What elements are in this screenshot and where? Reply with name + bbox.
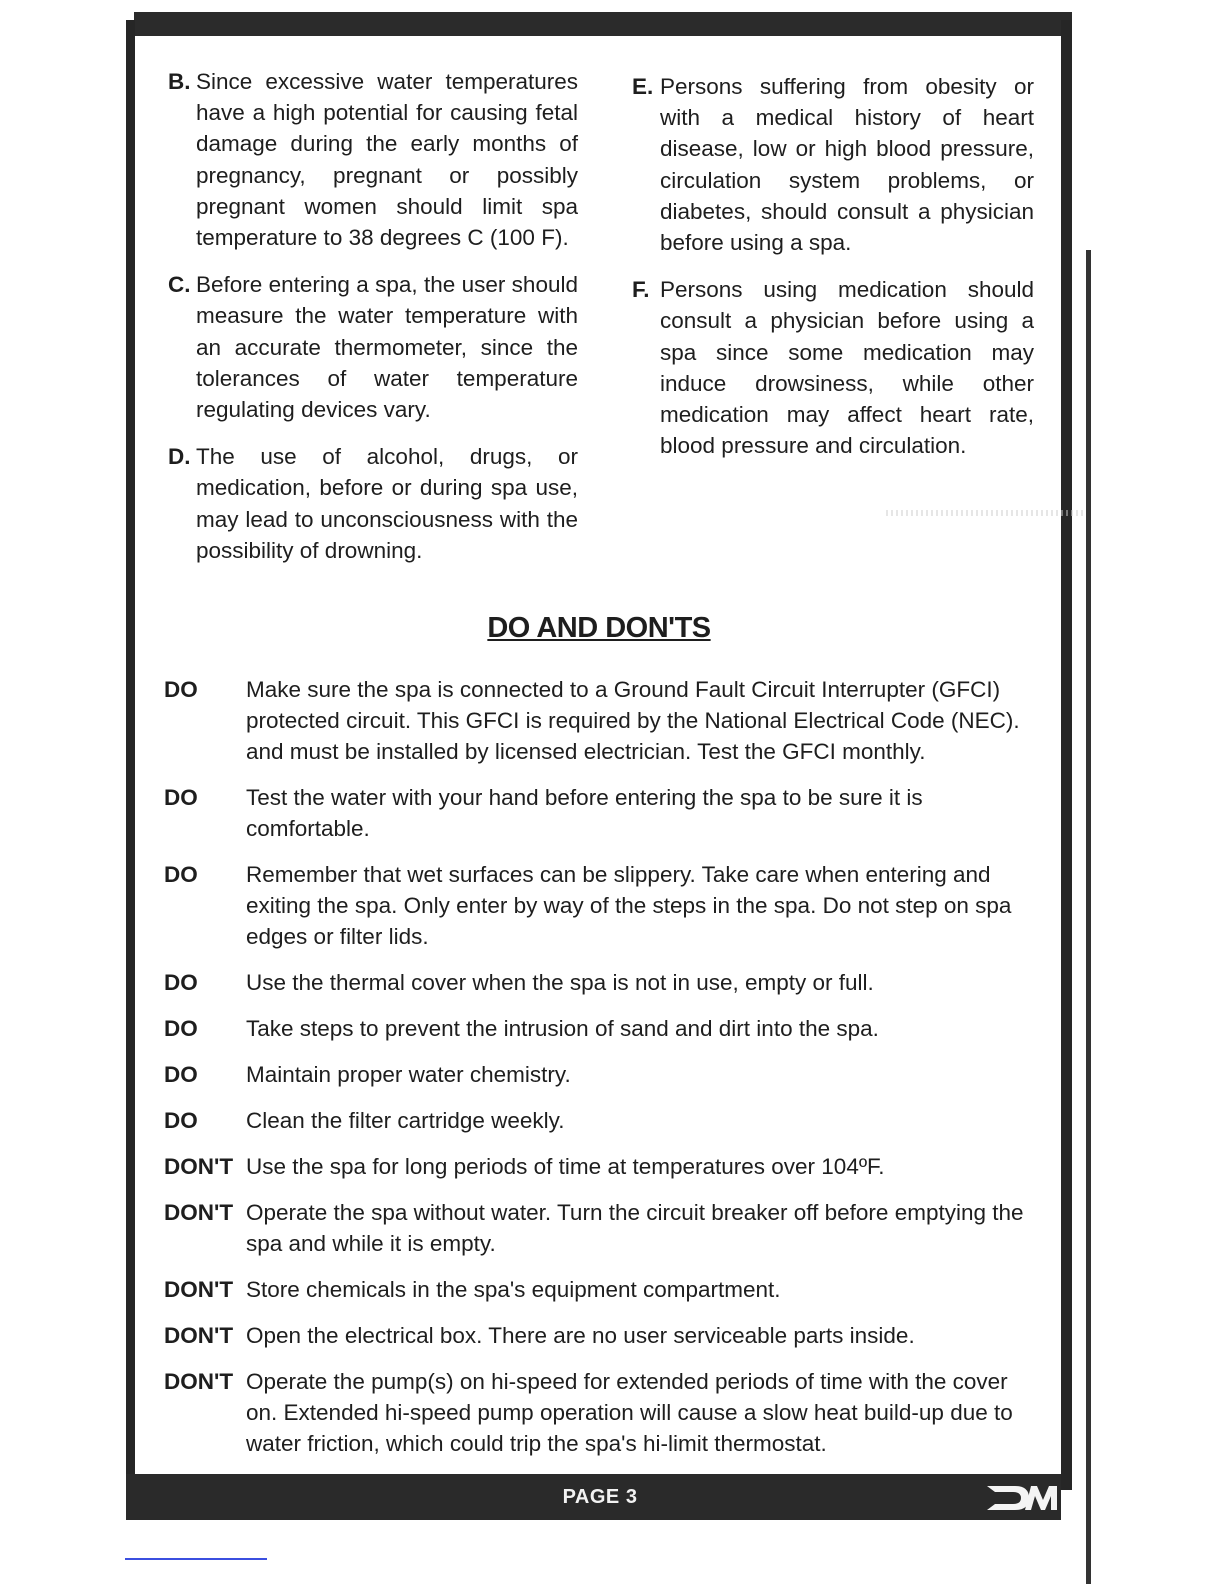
dm-logo-icon [985, 1480, 1059, 1516]
top-border-bar [134, 12, 1072, 36]
rule-keyword: DON'T [164, 1154, 234, 1179]
list-item [168, 269, 578, 425]
rule-keyword: DO [164, 677, 198, 702]
item-text: Persons suffering from obesity or with a medical history of heart disease, low or high blood pressure, circulation system problems, or diabetes, should consult a physician before using a spa. [660, 74, 1034, 256]
rule-text: Maintain proper water chemistry. [246, 1062, 571, 1087]
list-item [632, 274, 1034, 461]
do-dont-list [164, 674, 1034, 1474]
rule-text: Open the electrical box. There are no user serviceable parts inside. [246, 1323, 915, 1348]
scan-artifact [886, 510, 1086, 516]
item-text: Since excessive water temperatures have a high potential for causing fetal damage during the early months of pregnancy, pregnant or possibly pregnant women should limit spa temperature to 38 degrees C (100 F). [196, 69, 578, 251]
left-border [126, 20, 135, 1520]
rule-row [164, 1366, 1034, 1459]
rule-keyword: DON'T [164, 1323, 234, 1348]
rule-text: Store chemicals in the spa's equipment compartment. [246, 1277, 781, 1302]
rule-row [164, 967, 1034, 998]
rule-row [164, 674, 1034, 767]
item-letter: F. [632, 277, 650, 303]
rule-row [164, 1013, 1034, 1044]
rule-text: Operate the spa without water. Turn the circuit breaker off before emptying the spa and while it is empty. [246, 1200, 1024, 1256]
page-number: PAGE 3 [562, 1486, 638, 1508]
item-letter: D. [168, 444, 191, 470]
list-item [632, 71, 1034, 258]
rule-row [164, 1320, 1034, 1351]
list-item [168, 441, 578, 566]
rule-text: Use the spa for long periods of time at temperatures over 104ºF. [246, 1154, 885, 1179]
rule-row [164, 859, 1034, 952]
rule-text: Make sure the spa is connected to a Ground Fault Circuit Interrupter (GFCI) protected circuit. This GFCI is required by the National Electrical Code (NEC). and must be installed by licensed electrician. Test the GFCI monthly. [246, 677, 1020, 764]
rule-keyword: DON'T [164, 1369, 234, 1394]
section-heading: DO AND DON'TS [487, 612, 711, 644]
item-text: Before entering a spa, the user should measure the water temperature with an accurate thermometer, since the tolerances of water temperature regulating devices vary. [196, 272, 578, 423]
rule-text: Operate the pump(s) on hi-speed for extended periods of time with the cover on. Extended hi-speed pump operation will cause a slow heat build-up due to water friction, which could trip the spa's hi-limit thermostat. [246, 1369, 1013, 1456]
rule-keyword: DON'T [164, 1277, 234, 1302]
rule-text: Take steps to prevent the intrusion of sand and dirt into the spa. [246, 1016, 879, 1041]
left-column [168, 66, 578, 582]
rule-keyword: DO [164, 1108, 198, 1133]
item-text: The use of alcohol, drugs, or medication, before or during spa use, may lead to unconsciousness with the possibility of drowning. [196, 444, 578, 563]
item-letter: B. [168, 69, 191, 94]
list-item [168, 66, 578, 253]
rule-text: Test the water with your hand before entering the spa to be sure it is comfortable. [246, 785, 923, 841]
rule-row [164, 1059, 1034, 1090]
item-letter: C. [168, 272, 191, 298]
rule-row [164, 1197, 1034, 1259]
rule-text: Clean the filter cartridge weekly. [246, 1108, 565, 1133]
rule-keyword: DO [164, 1062, 198, 1087]
rule-row [164, 1151, 1034, 1182]
right-column [632, 71, 1034, 477]
rule-text: Remember that wet surfaces can be slippery. Take care when entering and exiting the spa. Only enter by way of the steps in the spa. Do not step on spa edges or filter lids. [246, 862, 1012, 949]
scan-edge-line [1086, 250, 1091, 1584]
item-letter: E. [632, 74, 654, 99]
item-text: Persons using medication should consult a physician before using a spa since some medication may induce drowsiness, while other medication may affect heart rate, blood pressure and circulation. [660, 277, 1034, 459]
stray-link-underline [125, 1558, 267, 1560]
rule-keyword: DO [164, 1016, 198, 1041]
rule-keyword: DO [164, 862, 198, 887]
rule-keyword: DON'T [164, 1200, 234, 1225]
rule-row [164, 1274, 1034, 1305]
rule-row [164, 782, 1034, 844]
right-border [1061, 20, 1072, 1490]
rule-keyword: DO [164, 970, 198, 995]
rule-keyword: DO [164, 785, 198, 810]
rule-row [164, 1105, 1034, 1136]
rule-text: Use the thermal cover when the spa is not in use, empty or full. [246, 970, 874, 995]
